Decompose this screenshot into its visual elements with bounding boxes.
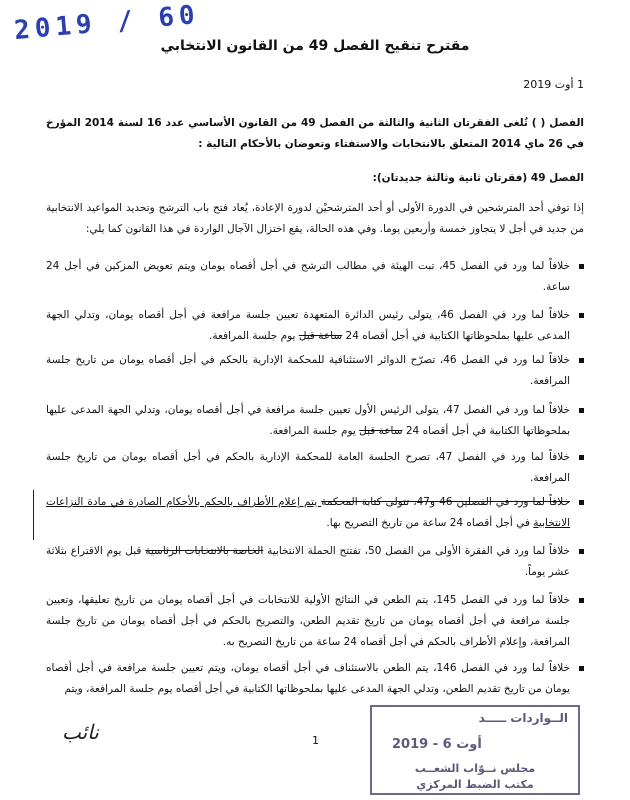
list-item: خلافاً لما ورد في الفصل 145، يتم الطعن في النتائج الأولية للانتخابات في أجل أقصاه يومان من تاريخ تعليقها، وتعيين جلسة مرافعة في أجل أقصاه يومان من تاريخ تقديم الطعن، والتصريح بالحكم في أجل أقصاه يومان من تاريخ جلسة المرافعة، وإعلام الأطراف بالحكم في أجل أقصاه 24 ساعة من تاريخ التصريح به.: [46, 590, 584, 653]
document-date: 1 أوت 2019: [523, 78, 584, 91]
reception-stamp: [370, 705, 580, 795]
bullet-icon: [579, 358, 584, 363]
handwritten-reference-number: 2019 / 60: [13, 0, 201, 47]
section-heading: الفصل 49 (فقرتان ثانية وثالثة جديدتان):: [372, 172, 584, 184]
stamp-line-office: مكتب الضبط المركزي: [416, 778, 534, 791]
stamp-line-date: 2019 - أوت 6: [392, 737, 482, 752]
intro-lead-paragraph: الفصل ( ) تُلغى الفقرتان الثانية والثالثة من الفصل 49 من القانون الأساسي عدد 16 لسنة 2014 المؤرخ في 26 ماي 2014 المتعلق بالانتخابات والاستفتاء وتعوضان بالأحكام التالية :: [46, 117, 585, 150]
list-item: خلافاً لما ورد في الفصل 46، تصرّح الدوائر الاستئنافية للمحكمة الإدارية بالحكم في أجل أقصاه يومان من تاريخ جلسة المرافعة.: [46, 350, 584, 392]
bullet-icon: [579, 408, 584, 413]
signature: نائب: [62, 720, 99, 744]
list-item: خلافاً لما ورد في الفصل 46، يتولى رئيس الدائرة المتعهدة تعيين جلسة مرافعة في أجل أقصاه يومان، وتدلي الجهة المدعى عليها بملحوظاتها الكتابية في أجل أقصاه 24 ساعة قبل يوم جلسة المرافعة.: [46, 305, 584, 347]
document-title: مقترح تنقيح الفصل 49 من القانون الانتخابي: [160, 38, 470, 54]
page-number: 1: [312, 734, 319, 747]
bullet-icon: [579, 549, 584, 554]
bullet-icon: [579, 598, 584, 603]
bullet-icon: [579, 455, 584, 460]
list-item: خلافاً لما ورد في الفصلين 46 و47، تتولى كتابة المحكمة يتم إعلام الأطراف بالحكم بالأحكام الصادرة في مادة النزاعات الانتخابية في أجل أقصاه 24 ساعة من تاريخ التصريح بها.: [46, 492, 584, 534]
list-item: خلافاً لما ورد في الفصل 146، يتم الطعن بالاستئناف في أجل أقصاه يومان، ويتم تعيين جلسة مرافعة في أجل أقصاه يومان من تاريخ تقديم الطعن، وتدلي الجهة المدعى عليها بملحوظاتها الكتابية في أجل أقصاه يوم جلسة المرافعة، ويتم: [46, 658, 584, 700]
bullet-icon: [579, 313, 584, 318]
margin-mark: [33, 490, 34, 540]
bullet-icon: [579, 264, 584, 269]
list-item: خلافاً لما ورد في الفقرة الأولى من الفصل 50، تفتتح الحملة الانتخابية الخاصة بالانتخابات الرئاسية قبل يوم الاقتراع بثلاثة عشر يوماً.: [46, 541, 584, 583]
bullet-icon: [579, 500, 584, 505]
stamp-line-assembly: مجلس نــوّاب الشعــب: [414, 762, 536, 775]
list-item: خلافاً لما ورد في الفصل 47، يتولى الرئيس الأول تعيين جلسة مرافعة في أجل أقصاه يومان، وتدلي الجهة المدعى عليها بملحوظاتها الكتابية في أجل أقصاه 24 ساعة قبل يوم جلسة المرافعة.: [46, 400, 584, 442]
stamp-line-received: الــواردات ـــــد: [478, 711, 568, 725]
bullet-icon: [579, 666, 584, 671]
intro-paragraph: إذا توفي أحد المترشحين في الدورة الأولى أو أحد المترشحيْن لدورة الإعادة، يُعاد فتح باب الترشح وتحديد المواعيد الانتخابية من جديد في أجل لا يتجاوز خمسة وأربعين يوما. وفي هذه الحالة، يقع اختزال الآجال الواردة في هذا القانون كما يلي:: [46, 202, 584, 235]
list-item: خلافاً لما ورد في الفصل 45، تبت الهيئة في مطالب الترشح في أجل أقصاه يومان ويتم تعويض المزكين في أجل 24 ساعة.: [46, 256, 584, 298]
list-item: خلافاً لما ورد في الفصل 47، تصرح الجلسة العامة للمحكمة الإدارية بالحكم في أجل أقصاه يومان من تاريخ جلسة المرافعة.: [46, 447, 584, 489]
